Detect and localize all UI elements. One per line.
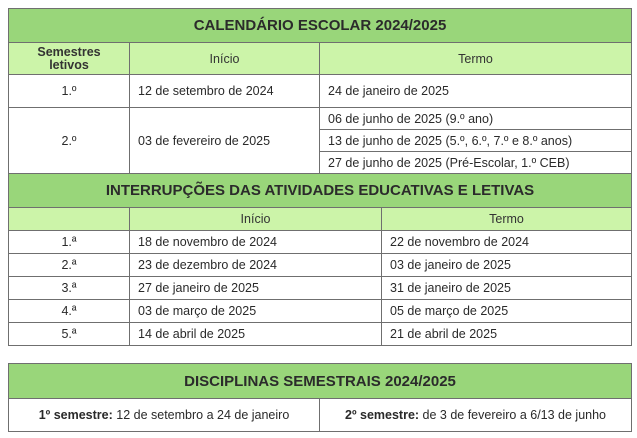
second-semester-label: 2º semestre: <box>345 408 420 422</box>
semester-header-line2: letivos <box>49 57 89 72</box>
interruption-label: 1.ª <box>9 231 130 254</box>
interruption-start-header: Início <box>130 208 382 231</box>
semestral-title: DISCIPLINAS SEMESTRAIS 2024/2025 <box>9 364 632 399</box>
semester-header <box>9 43 130 75</box>
second-semester-cell <box>320 399 632 432</box>
interruption-end-header: Termo <box>382 208 632 231</box>
semester-row <box>9 75 632 108</box>
semester-end: 13 de junho de 2025 (5.º, 6.º, 7.º e 8.º anos) <box>320 130 632 152</box>
calendar-table <box>8 8 632 346</box>
interruption-end: 21 de abril de 2025 <box>382 323 632 346</box>
semester-header-line1: Semestres <box>37 44 101 59</box>
interruption-row <box>9 323 632 346</box>
interruption-start: 18 de novembro de 2024 <box>130 231 382 254</box>
interruption-label: 4.ª <box>9 300 130 323</box>
interruption-row <box>9 300 632 323</box>
interruption-start: 03 de março de 2025 <box>130 300 382 323</box>
first-semester-label: 1º semestre: <box>38 408 113 422</box>
first-semester-cell <box>9 399 320 432</box>
second-semester-value: de 3 de fevereiro a 6/13 de junho <box>419 408 607 422</box>
calendar-title: CALENDÁRIO ESCOLAR 2024/2025 <box>9 9 632 43</box>
semester-end: 06 de junho de 2025 (9.º ano) <box>320 108 632 130</box>
interruption-start: 27 de janeiro de 2025 <box>130 277 382 300</box>
interruption-label-header <box>9 208 130 231</box>
semester-end: 24 de janeiro de 2025 <box>320 75 632 108</box>
interruption-row <box>9 254 632 277</box>
interruption-start: 14 de abril de 2025 <box>130 323 382 346</box>
semester-start: 03 de fevereiro de 2025 <box>130 108 320 174</box>
first-semester-value: 12 de setembro a 24 de janeiro <box>112 408 290 422</box>
interruption-label: 2.ª <box>9 254 130 277</box>
end-header: Termo <box>320 43 632 75</box>
interruption-row <box>9 277 632 300</box>
start-header: Início <box>130 43 320 75</box>
interruption-end: 31 de janeiro de 2025 <box>382 277 632 300</box>
semester-row <box>9 108 632 130</box>
semestral-table <box>8 363 632 432</box>
interruption-label: 5.ª <box>9 323 130 346</box>
semester-end: 27 de junho de 2025 (Pré-Escolar, 1.º CEB) <box>320 152 632 174</box>
interruption-start: 23 de dezembro de 2024 <box>130 254 382 277</box>
semester-start: 12 de setembro de 2024 <box>130 75 320 108</box>
semestral-row <box>9 399 632 432</box>
interruption-row <box>9 231 632 254</box>
semester-label: 2.º <box>9 108 130 174</box>
interruptions-title: INTERRUPÇÕES DAS ATIVIDADES EDUCATIVAS E LETIVAS <box>9 174 632 208</box>
interruption-end: 05 de março de 2025 <box>382 300 632 323</box>
interruption-label: 3.ª <box>9 277 130 300</box>
semester-label: 1.º <box>9 75 130 108</box>
interruption-end: 03 de janeiro de 2025 <box>382 254 632 277</box>
interruption-end: 22 de novembro de 2024 <box>382 231 632 254</box>
